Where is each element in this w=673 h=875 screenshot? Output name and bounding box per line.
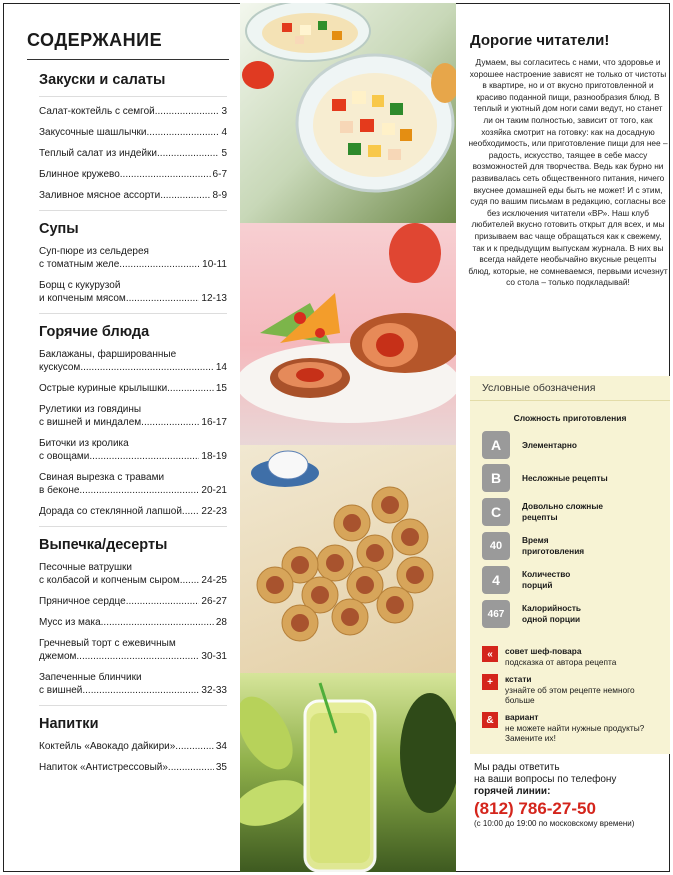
- chef-tip-icon: «: [482, 646, 498, 662]
- hotline-line1: Мы рады ответить: [474, 762, 560, 773]
- toc-item[interactable]: Песочные ватрушки с колбасой и копченым сыром ..... 24-25: [39, 561, 227, 587]
- legend-item: A Элементарно: [482, 431, 577, 459]
- by-the-way-icon: +: [482, 674, 498, 690]
- toc-item[interactable]: Свиная вырезка с травами в беконе ..... 20-21: [39, 471, 227, 497]
- toc-item[interactable]: Гречневый торт с ежевичным джемом ..... 30-31: [39, 637, 227, 663]
- toc-item[interactable]: Напиток «Антистрессовый» ..... 35: [39, 761, 227, 774]
- legend-note: + кстати узнайте об этом рецепте немного больше: [482, 674, 655, 706]
- legend-note: & вариант не можете найти нужные продукты? Замените их!: [482, 712, 655, 744]
- toc-item[interactable]: Рулетики из говядины с вишней и миндалем ..... 16-17: [39, 403, 227, 429]
- legend-title: Условные обозначения: [470, 376, 670, 401]
- toc-title: СОДЕРЖАНИЕ: [27, 30, 229, 60]
- avocado-cocktail-photo: [240, 673, 456, 872]
- letter-title: Дорогие читатели!: [470, 32, 610, 49]
- toc-item[interactable]: Борщ с кукурузой и копченым мясом ..... 12-13: [39, 279, 227, 305]
- section-title: Выпечка/десерты: [39, 537, 168, 553]
- toc-item[interactable]: Закусочные шашлычки ..... 4: [39, 126, 227, 139]
- difficulty-b-icon: B: [482, 464, 510, 492]
- toc-item[interactable]: Запеченные блинчики с вишней ..... 32-33: [39, 671, 227, 697]
- editor-letter: [468, 32, 668, 289]
- section-title: Горячие блюда: [39, 324, 150, 340]
- variant-icon: &: [482, 712, 498, 728]
- table-of-contents: [27, 30, 229, 782]
- toc-item[interactable]: Теплый салат из индейки ..... 5: [39, 147, 227, 160]
- clock-icon: 40: [482, 532, 510, 560]
- difficulty-title: Сложность приготовления: [513, 413, 627, 423]
- toc-item[interactable]: Острые куриные крылышки ..... 15: [39, 382, 227, 395]
- toc-item[interactable]: Дорада со стеклянной лапшой ..... 22-23: [39, 505, 227, 518]
- hotline-line3: горячей линии:: [474, 786, 551, 797]
- toc-item[interactable]: Блинное кружево ..... 6-7: [39, 168, 227, 181]
- meat-roll-photo: [240, 223, 456, 445]
- toc-item[interactable]: Баклажаны, фаршированные кускусом ..... 14: [39, 348, 227, 374]
- section-divider: [39, 96, 227, 97]
- toc-item[interactable]: Суп-пюре из сельдерея с томатным желе ..... 10-11: [39, 245, 227, 271]
- hotline-line2: на ваши вопросы по телефону: [474, 774, 617, 785]
- servings-icon: 4: [482, 566, 510, 594]
- legend-note: « совет шеф-повара подсказка от автора рецепта: [482, 646, 655, 667]
- letter-body: Думаем, вы согласитесь с нами, что здоровье и хорошее настроение зависят не только от чистоты в квартире, но и от вкусно приготовленной и красиво поданной пищи, разнообразия блюд. В теплый и уютный дом ноги сами ведут, но станет ли он таким полностью, зависит от того, как хозяйка смотрит на готовку: как на досадную необходимость, или приготовление пищи для нее – радость, искусство, таящее в себе массу возможностей для творчества. Ведь как бурно ни развивалась сеть общественного питания, ничего вкуснее домашней еды быть не может! И с этим, судя по вашим письмам в редакцию, согласны все без исключения читатели «ВР». Наш клуб любителей вкусно готовить открыт для всех, и мы призываем вас чаще обращаться как к свежему, так и к предыдущим выпускам журнала. В них вы всегда найдете необычайно вкусные рецепты блюд, которые, не сомневаемся, первыми исчезнут со стола – только подкладывай!: [468, 57, 668, 288]
- legend-item: 4 Количество порций: [482, 566, 602, 594]
- photo-column: [240, 3, 456, 872]
- toc-item[interactable]: Биточки из кролика с овощами ..... 18-19: [39, 437, 227, 463]
- legend-item: 40 Время приготовления: [482, 532, 602, 560]
- section-title: Супы: [39, 221, 79, 237]
- calories-icon: 467: [482, 600, 510, 628]
- difficulty-c-icon: C: [482, 498, 510, 526]
- toc-item[interactable]: Мусс из мака ..... 28: [39, 616, 227, 629]
- salad-cocktail-photo: [240, 3, 456, 223]
- hotline-hours: (с 10:00 до 19:00 по московскому времени): [474, 819, 635, 828]
- difficulty-a-icon: A: [482, 431, 510, 459]
- legend-box: [470, 376, 670, 754]
- hotline-block: [474, 762, 670, 828]
- cheesecakes-photo: [240, 445, 456, 673]
- section-title: Закуски и салаты: [39, 72, 166, 88]
- section-title: Напитки: [39, 716, 99, 732]
- toc-item[interactable]: Пряничное сердце ..... 26-27: [39, 595, 227, 608]
- legend-item: C Довольно сложные рецепты: [482, 498, 618, 526]
- toc-item[interactable]: Коктейль «Авокадо дайкири» ..... 34: [39, 740, 227, 753]
- toc-item[interactable]: Заливное мясное ассорти ..... 8-9: [39, 189, 227, 202]
- hotline-phone[interactable]: (812) 786-27-50: [474, 799, 596, 818]
- toc-item[interactable]: Салат-коктейль с семгой ..... 3: [39, 105, 227, 118]
- legend-item: 467 Калорийность одной порции: [482, 600, 602, 628]
- legend-item: B Несложные рецепты: [482, 464, 608, 492]
